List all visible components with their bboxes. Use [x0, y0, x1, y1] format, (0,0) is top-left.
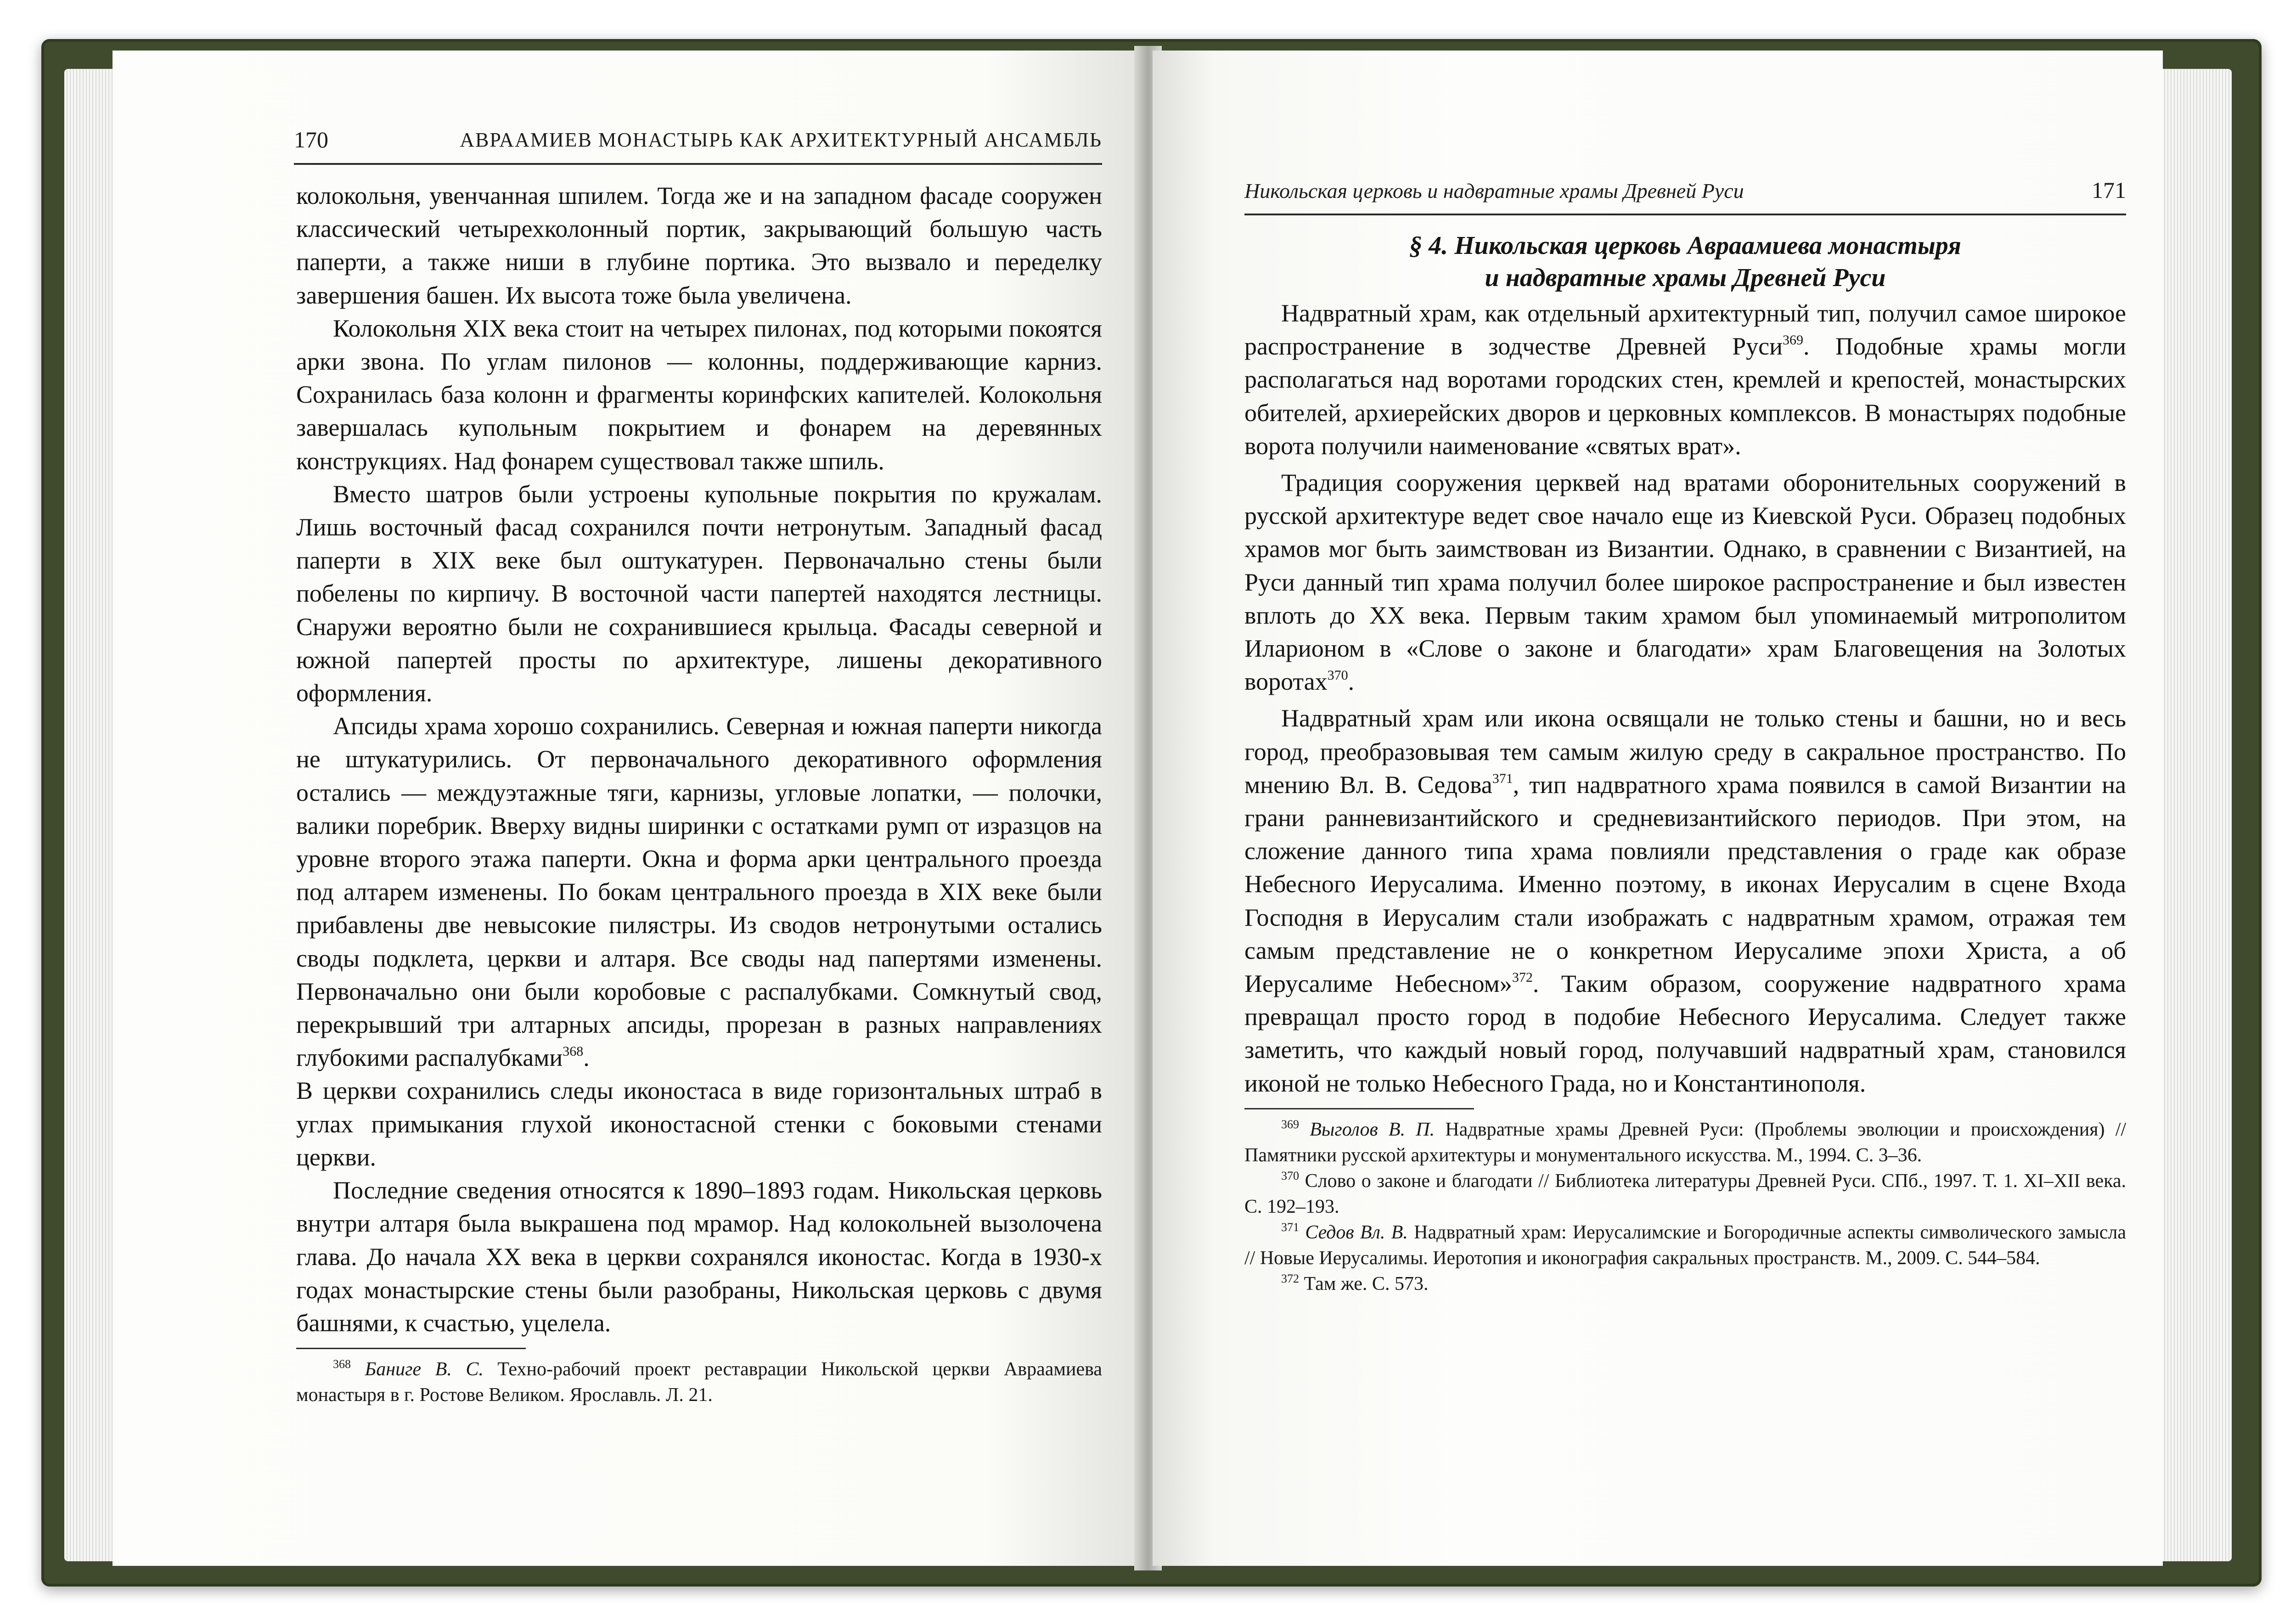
paragraph-text: . Таким образом, сооружение надвратного храма превращал просто город в подобие Небесного Иерусалима. Следует также заметить, что каждый новый город, получавший надвратный храм, становился иконой не только Небесного Града, но и Константинополя. — [1244, 970, 2126, 1097]
right-page — [1153, 51, 2163, 1566]
paragraph-text: Традиция сооружения церквей над вратами оборонительных сооружений в русской архитектуре ведет свое начало еще из Киевской Руси. Образец подобных храмов мог быть заимствован из Византии. Однако, в сравнении с Византией, на Руси данный тип храма получил более широкое распространение и был известен вплоть до XX века. Первым таким храмом был упоминаемый митрополитом Иларионом в «Слове о законе и благодати» храм Благовещения на Золотых воротах — [1244, 469, 2126, 696]
footnote-number: 370 — [1281, 1169, 1299, 1182]
right-body-text — [1244, 230, 2126, 1297]
paragraph-text: . Подобные храмы могли располагаться над воротами городских стен, кремлей и крепостей, монастырских обителей, архиерейских дворов и церковных комплексов. В монастырях подобные ворота получили наименование «святых врат». — [1244, 332, 2126, 460]
footnote-ref[interactable]: 368 — [563, 1044, 584, 1059]
footnote-author: Седов Вл. В. — [1305, 1221, 1408, 1243]
footnote-text: Там же. С. 573. — [1304, 1273, 1429, 1294]
page-number: 170 — [294, 127, 328, 152]
footnote-ref[interactable]: 370 — [1327, 668, 1348, 683]
footnote-text: Техно-рабочий проект реставрации Никольской церкви Авраамиева монастыря в г. Ростове Великом. Ярославль. Л. 21. — [296, 1359, 1103, 1406]
paragraph-text: Надвратный храм или икона освящали не только стены и башни, но и весь город, преобразовывая тем самым жилую среду в сакральное пространство. По мнению Вл. В. Седова — [1244, 704, 2126, 799]
footnote — [1244, 1271, 2126, 1297]
section-heading — [1244, 230, 2126, 294]
footnote — [1244, 1168, 2126, 1220]
paragraph-text: Апсиды храма хорошо сохранились. Северная и южная паперти никогда не штукатурились. От первоначального декоративного оформления остались — междуэтажные тяги, карнизы, угловые лопатки, — полочки, валики поребрик. Вверху видны ширинки с остатками румп от изразцов на уровне второго этажа паперти. Окна и форма арки центрального проезда под алтарем изменены. По бокам центрального проезда в XIX веке были прибавлены две невысокие пилястры. Из сводов нетронутыми остались своды подклета, церкви и алтаря. Все своды над папертями изменены. Первоначально они были коробовые с распалубками. Сомкнутый свод, перекрывший три алтарных апсиды, прорезан в разных направлениях глубокими распалубками — [296, 712, 1102, 1072]
left-body-text — [296, 179, 1102, 1408]
footnote — [296, 1356, 1102, 1408]
footnote-number: 368 — [333, 1357, 351, 1371]
paragraph-text: Надвратный храм, как отдельный архитектурный тип, получил самое широкое распространение в зодчестве Древней Руси — [1244, 299, 2126, 360]
footnote — [1244, 1220, 2126, 1271]
footnote-author: Выголов В. П. — [1310, 1119, 1435, 1140]
footnote-ref[interactable]: 369 — [1783, 332, 1804, 348]
paragraph: Апсиды храма хорошо сохранились. Северная и южная паперти никогда не штукатурились. От первоначального декоративного оформления остались — междуэтажные тяги, карнизы, угловые лопатки, — полочки, валики поребрик. Вверху видны ширинки с остатками румп от изразцов на уровне второго этажа паперти. Окна и форма арки центрального проезда под алтарем изменены. По бокам центрального проезда в XIX веке были прибавлены две невысокие пилястры. Из сводов нетронутыми остались своды подклета, церкви и алтаря. Все своды над папертями изменены. Первоначально они были коробовые с распалубками. Сомкнутый свод, перекрывший три алтарных апсиды, прорезан в разных направлениях глубокими распалубками$^{368}$. — [296, 712, 1102, 1072]
paragraph: Колокольня XIX века стоит на четырех пилонах, под которыми покоятся арки звона. По углам пилонов — колонны, поддерживающие карниз. Сохранилась база колонн и фрагменты коринфских капителей. Колокольня завершалась купольным покрытием и фонарем на деревянных конструкциях. Над фонарем существовал также шпиль. — [296, 314, 1102, 475]
footnotes — [1244, 1117, 2126, 1297]
footnote-text: Слово о законе и благодати // Библиотека литературы Древней Руси. СПб., 1997. Т. 1. XI–XII века. С. 192–193. — [1244, 1170, 2127, 1217]
footnote-author: Баниге В. С. — [365, 1359, 484, 1380]
paragraph: Традиция сооружения церквей над вратами оборонительных сооружений в русской архитектуре ведет свое начало еще из Киевской Руси. Образец подобных храмов мог быть заимствован из Византии. Однако, в сравнении с Византией, на Руси данный тип храма получил более широкое распространение и был известен вплоть до XX века. Первым таким храмом был упоминаемый митрополитом Иларионом в «Слове о законе и благодати» храм Благовещения на Золотых воротах$^{370}$. — [1244, 469, 2126, 696]
section-heading-line: § 4. Никольская церковь Авраамиева монастыря — [1409, 231, 1961, 260]
footnote-rule — [296, 1348, 526, 1349]
footnote — [1244, 1117, 2126, 1168]
right-running-head — [1244, 172, 2126, 215]
footnote-number: 371 — [1281, 1220, 1299, 1234]
section-heading-line: и надвратные храмы Древней Руси — [1485, 264, 1886, 292]
footnotes — [296, 1356, 1102, 1408]
running-title: АВРААМИЕВ МОНАСТЫРЬ КАК АРХИТЕКТУРНЫЙ АНСАМБЛЬ — [460, 129, 1102, 151]
footnote-ref[interactable]: 371 — [1492, 771, 1513, 786]
paragraph-text: , тип надвратного храма появился в самой Византии на грани ранневизантийского и средневизантийского периодов. При этом, на сложение данного типа храма повлияли представления о граде как образе Небесного Иерусалима. Именно поэтому, в иконах Иерусалим в сцене Входа Господня в Иерусалим стали изображать с надвратным храмом, отражая тем самым представление не о конкретном Иерусалиме эпохи Христа, а об Иерусалиме Небесном» — [1244, 771, 2126, 998]
left-page — [0, 0, 1143, 1615]
paragraph: Вместо шатров были устроены купольные покрытия по кружалам. Лишь восточный фасад сохранился почти нетронутым. Западный фасад паперти в XIX веке был оштукатурен. Первоначально стены были побелены по кирпичу. В восточной части папертей находятся лестницы. Снаружи вероятно были не сохранившиеся крыльца. Фасады северной и южной папертей просты по архитектуре, лишены декоративного оформления. — [296, 480, 1102, 707]
footnote-ref[interactable]: 372 — [1512, 970, 1533, 985]
footnote-number: 369 — [1281, 1117, 1299, 1131]
left-running-head — [294, 122, 1102, 165]
running-title: Никольская церковь и надвратные храмы Древней Руси — [1244, 179, 1744, 203]
paragraph: колокольня, увенчанная шпилем. Тогда же и на западном фасаде сооружен классический четырехколонный портик, закрывающий большую часть паперти, а также ниши в глубине портика. Это вызвало и переделку завершения башен. Их высота тоже была увеличена. — [296, 182, 1102, 309]
footnote-text: Надвратные храмы Древней Руси: (Проблемы эволюции и происхождения) // Памятники русской архитектуры и монументального искусства. М., 1994. С. 3–36. — [1244, 1119, 2127, 1166]
paragraph — [1244, 297, 2126, 462]
page-number: 171 — [2092, 177, 2126, 203]
paragraph: В церкви сохранились следы иконостаса в виде горизонтальных штраб в углах примыкания глухой иконостасной стенки с боковыми стенами церкви. — [296, 1077, 1102, 1171]
footnote-number: 372 — [1281, 1272, 1299, 1285]
footnote-text: Надвратный храм: Иерусалимские и Богородичные аспекты символического замысла // Новые Иерусалимы. Иеротопия и иконография сакральных пространств. М., 2009. С. 544–584. — [1244, 1221, 2126, 1269]
paragraph: Последние сведения относятся к 1890–1893 годам. Никольская церковь внутри алтаря была выкрашена под мрамор. Над колокольней вызолочена глава. До начала XX века в церкви сохранялся иконостас. Когда в 1930-х годах монастырские стены были разобраны, Никольская церковь с двумя башнями, к счастью, уцелела. — [296, 1176, 1102, 1337]
paragraph — [1244, 702, 2126, 1099]
footnote-rule — [1244, 1108, 1474, 1109]
